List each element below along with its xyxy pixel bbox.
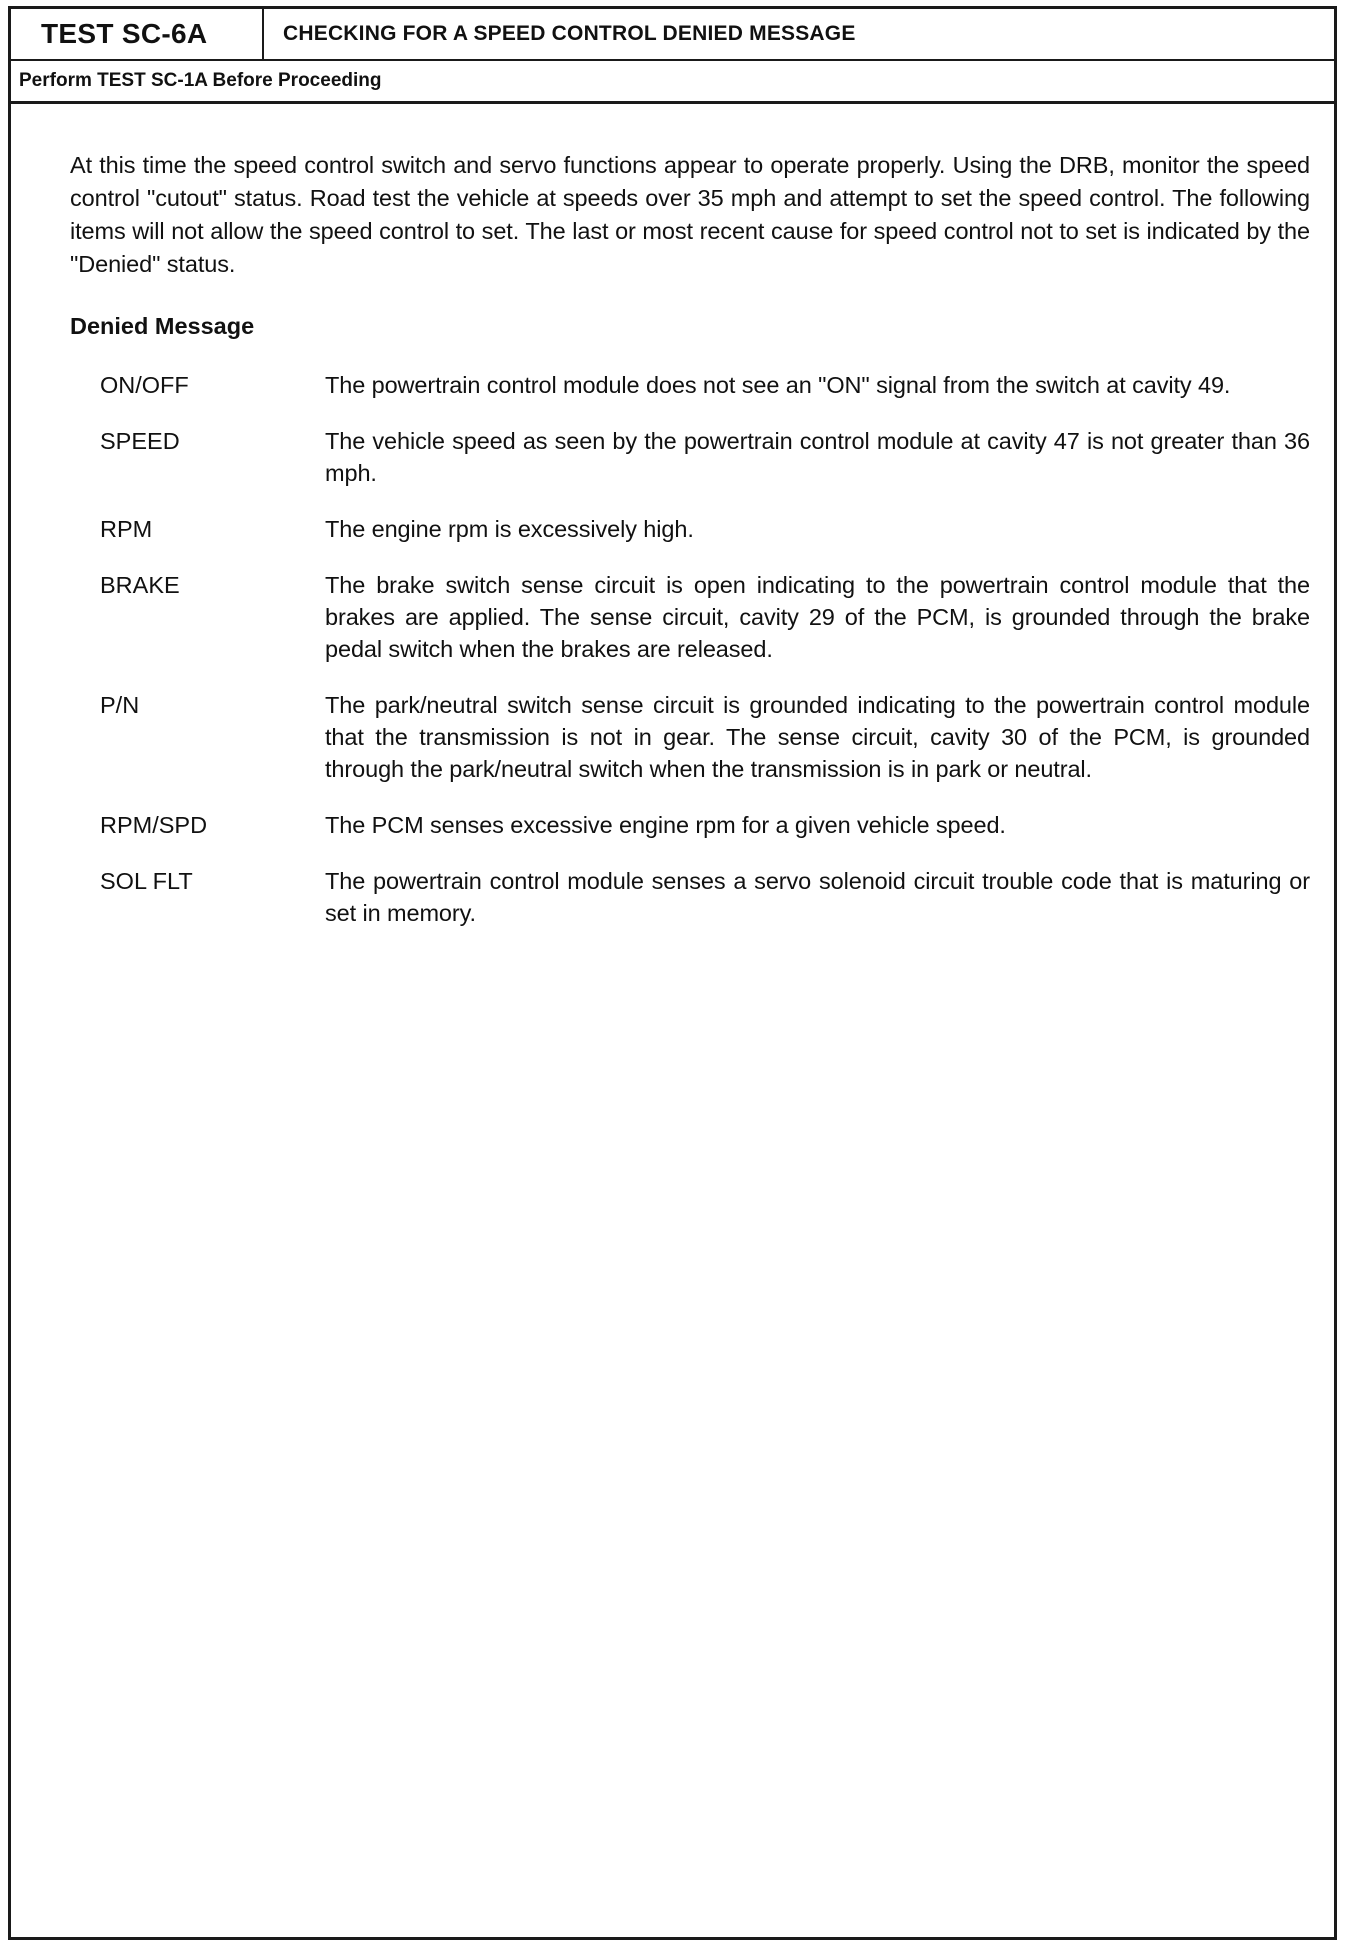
denied-message-row bbox=[70, 689, 1310, 785]
denied-message-row bbox=[70, 425, 1310, 489]
denied-message-row bbox=[70, 865, 1310, 929]
message-code: P/N bbox=[100, 692, 140, 718]
message-description: The powertrain control module does not see an "ON" signal from the switch at cavity 49. bbox=[325, 372, 1231, 398]
message-code: ON/OFF bbox=[100, 372, 189, 398]
test-content bbox=[70, 149, 1310, 953]
intro-paragraph: At this time the speed control switch and servo functions appear to operate properly. Using the DRB, monitor the speed control "cutout" status. Road test the vehicle at speeds over 35 mph and attempt to set the speed control. The following items will not allow the speed control to set. The last or most recent cause for speed control not to set is indicated by the "Denied" status. bbox=[70, 152, 1310, 277]
test-header bbox=[11, 9, 1334, 61]
message-description: The powertrain control module senses a servo solenoid circuit trouble code that is maturing or set in memory. bbox=[325, 868, 1310, 926]
denied-message-row bbox=[70, 369, 1310, 401]
test-id: TEST SC-6A bbox=[11, 9, 264, 59]
section-heading: Denied Message bbox=[70, 313, 255, 339]
message-description: The PCM senses excessive engine rpm for a given vehicle speed. bbox=[325, 812, 1006, 838]
denied-message-row bbox=[70, 569, 1310, 665]
message-code: RPM/SPD bbox=[100, 812, 208, 838]
message-code: SPEED bbox=[100, 428, 180, 454]
test-title: CHECKING FOR A SPEED CONTROL DENIED MESSAGE bbox=[283, 22, 856, 45]
document-frame bbox=[8, 6, 1337, 1940]
message-description: The vehicle speed as seen by the powertrain control module at cavity 47 is not greater than 36 mph. bbox=[325, 428, 1310, 486]
message-description: The brake switch sense circuit is open indicating to the powertrain control module that the brakes are applied. The sense circuit, cavity 29 of the PCM, is grounded through the brake pedal switch when the brakes are released. bbox=[325, 572, 1310, 662]
denied-message-row bbox=[70, 809, 1310, 841]
prerequisite-row bbox=[11, 61, 1334, 104]
message-code: BRAKE bbox=[100, 572, 180, 598]
message-description: The engine rpm is excessively high. bbox=[325, 516, 694, 542]
denied-message-row bbox=[70, 513, 1310, 545]
prerequisite-text: Perform TEST SC-1A Before Proceeding bbox=[19, 70, 382, 91]
message-description: The park/neutral switch sense circuit is grounded indicating to the powertrain control module that the transmission is not in gear. The sense circuit, cavity 30 of the PCM, is grounded through the park/neutral switch when the transmission is in park or neutral. bbox=[325, 692, 1310, 782]
message-code: RPM bbox=[100, 516, 153, 542]
message-code: SOL FLT bbox=[100, 868, 193, 894]
